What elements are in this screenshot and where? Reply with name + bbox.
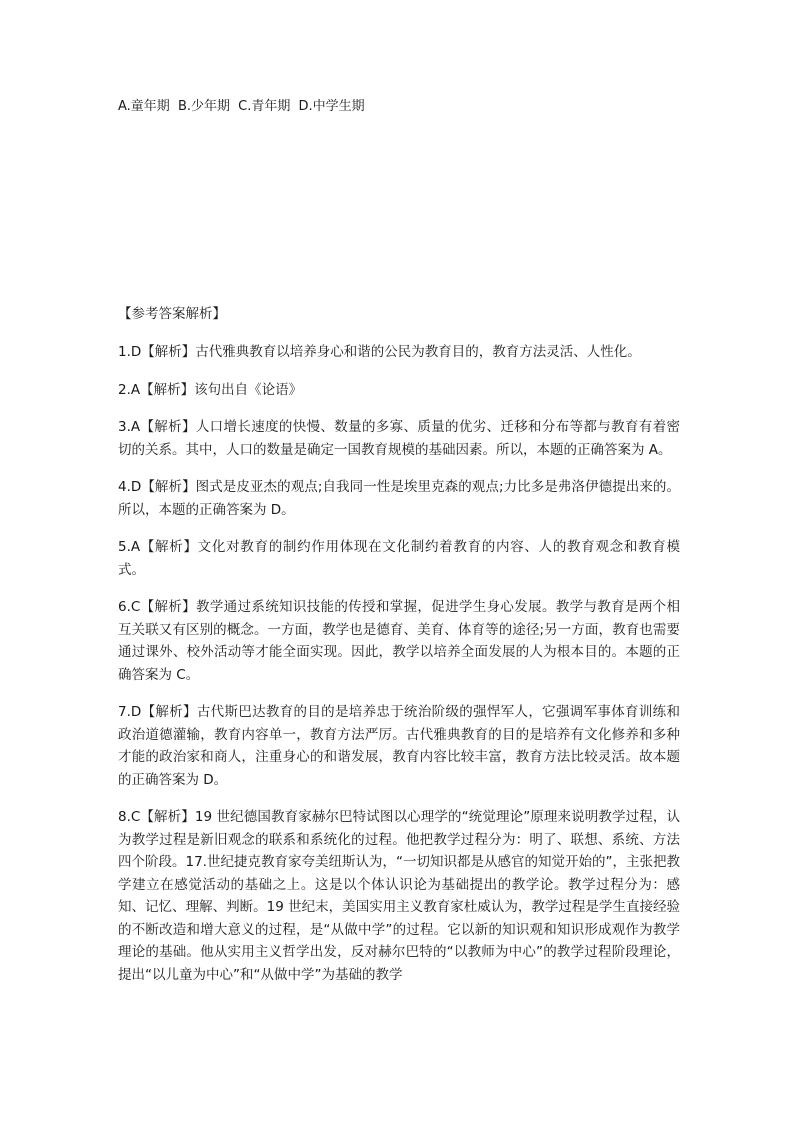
answers-heading: 【参考答案解析】 xyxy=(118,306,226,322)
answer-item-8: 8.C【解析】19 世纪德国教育家赫尔巴特试图以心理学的“统觉理论”原理来说明教学过程，认为教学过程是新旧观念的联系和系统化的过程。他把教学过程分为：明了、联想、系统、方法四个阶段。17.世纪捷克教育家夸美纽斯认为，“一切知识都是从感官的知觉开始的”，主张把教学建立在感觉活动的基础之上。这是以个体认识论为基础提出的教学论。教学过程分为：感知、记忆、理解、判断。19 世纪末，美国实用主义教育家杜威认为，教学过程是学生直接经验的不断改造和增大意义的过程，是“从做中学”的过程。它以新的知识观和知识形成观作为教学理论的基础。他从实用主义哲学出发，反对赫尔巴特的“以教师为中心”的教学过程阶段理论，提出“以儿童为中心”和“从做中学”为基础的教学 xyxy=(118,809,680,983)
answer-item-2: 2.A【解析】该句出自《论语》 xyxy=(118,381,303,398)
answer-item-5: 5.A【解析】文化对教育的制约作用体现在文化制约着教育的内容、人的教育观念和教育模式。 xyxy=(118,539,680,578)
option-c: C.青年期 xyxy=(238,99,291,114)
answer-item-3: 3.A【解析】人口增长速度的快慢、数量的多寡、质量的优劣、迁移和分布等都与教育有着密切的关系。其中，人口的数量是确定一国教育规模的基础因素。所以，本题的正确答案为 A。 xyxy=(118,419,680,458)
answer-item-1: 1.D【解析】古代雅典教育以培养身心和谐的公民为教育目的，教育方法灵活、人性化。 xyxy=(118,344,641,360)
answer-analysis-section xyxy=(118,303,680,1001)
answer-item-6: 6.C【解析】教学通过系统知识技能的传授和掌握，促进学生身心发展。教学与教育是两个相互关联又有区别的概念。一方面，教学也是德育、美育、体育等的途径;另一方面，教育也需要通过课外、校外活动等才能全面实现。因此，教学以培养全面发展的人为根本目的。本题的正确答案为 C。 xyxy=(118,599,680,683)
option-a: A.童年期 xyxy=(118,99,170,114)
question-options xyxy=(118,97,369,117)
option-b: B.少年期 xyxy=(177,99,231,114)
option-d: D.中学生期 xyxy=(298,99,365,114)
answer-item-4: 4.D【解析】图式是皮亚杰的观点;自我同一性是埃里克森的观点;力比多是弗洛伊德提出来的。所以，本题的正确答案为 D。 xyxy=(118,479,680,518)
answer-item-7: 7.D【解析】古代斯巴达教育的目的是培养忠于统治阶级的强悍军人，它强调军事体育训练和政治道德灌输，教育内容单一，教育方法严厉。古代雅典教育的目的是培养有文化修养和多种才能的政治家和商人，注重身心的和谐发展，教育内容比较丰富，教育方法比较灵活。故本题的正确答案为 D。 xyxy=(118,704,680,788)
